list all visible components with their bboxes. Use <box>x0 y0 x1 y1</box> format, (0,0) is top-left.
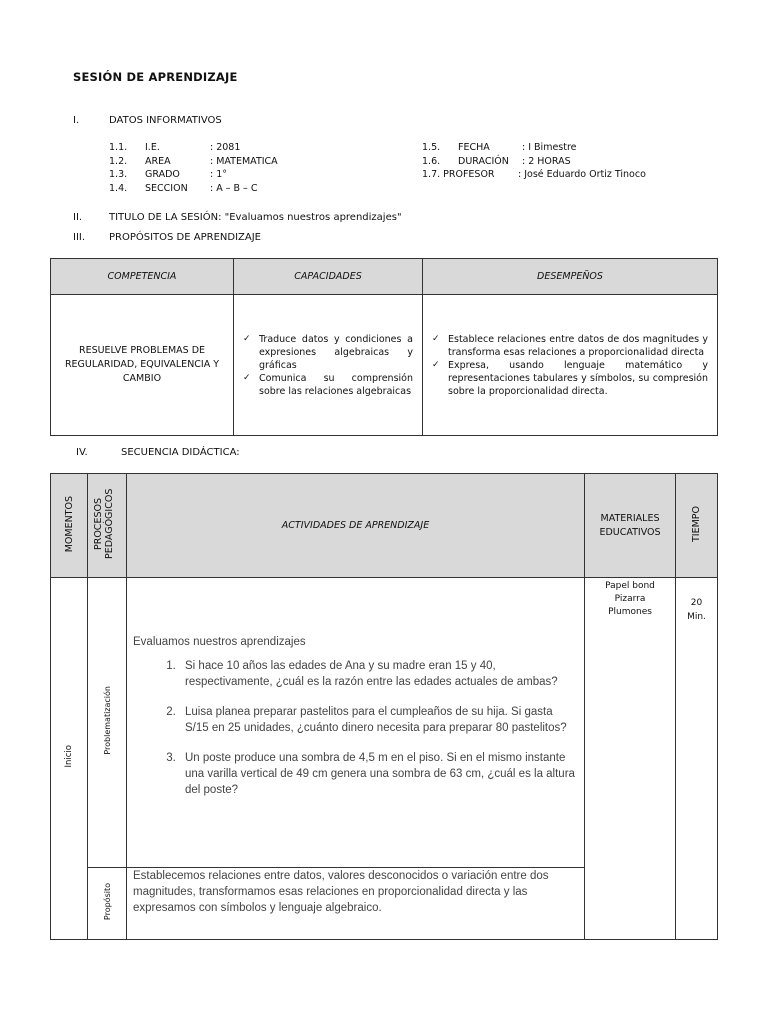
table-row <box>51 578 718 868</box>
info-key: GRADO <box>145 169 180 180</box>
section-4-label: SECUENCIA DIDÁCTICA: <box>121 447 240 458</box>
info-key: SECCION <box>145 182 188 194</box>
document-title: SESIÓN DE APRENDIZAJE <box>73 70 238 84</box>
header-tiempo-label: TIEMPO <box>691 505 702 542</box>
materiales-cell <box>585 578 676 940</box>
desempenos-cell <box>423 295 718 436</box>
proceso-label: Propósito <box>102 882 112 921</box>
competencia-cell: RESUELVE PROBLEMAS DE REGULARIDAD, EQUIVALENCIA Y CAMBIO <box>51 295 234 436</box>
section-1-number: I. <box>73 115 80 126</box>
info-value: : 2 HORAS <box>522 155 571 167</box>
info-row <box>109 155 409 169</box>
competencias-table <box>50 258 718 436</box>
info-right-block <box>422 141 722 182</box>
table-row <box>51 295 718 436</box>
info-value: : MATEMATICA <box>210 155 278 167</box>
info-key: FECHA <box>458 142 490 153</box>
info-num: 1.5. <box>422 142 441 153</box>
table-header-row <box>51 259 718 295</box>
header-desempenos: DESEMPEÑOS <box>423 259 718 295</box>
list-item: ✓ Traduce datos y condiciones a expresiones algebraicas y gráficas <box>243 333 413 372</box>
info-row <box>422 155 722 169</box>
info-num: 1.1. <box>109 142 128 153</box>
proceso-label: Problematización <box>102 686 112 755</box>
desempenos-list <box>424 333 716 398</box>
info-value: : A – B – C <box>210 182 258 194</box>
problem-item: 1. Si hace 10 años las edades de Ana y su madre eran 15 y 40, respectivamente, ¿cuál es la razón entre las edades actuales de ambas? <box>179 658 578 690</box>
material-item: Plumones <box>608 607 652 617</box>
info-num: 1.6. <box>422 155 441 167</box>
material-item: Papel bond <box>605 581 655 591</box>
problem-item: 2. Luisa planea preparar pastelitos para el cumpleaños de su hija. Si gasta S/15 en 25 unidades, ¿cuánto dinero necesita para preparar 80 pastelitos? <box>179 704 578 736</box>
info-row <box>109 182 409 196</box>
list-item: ✓ Establece relaciones entre datos de dos magnitudes y transforma esas relaciones a proporcionalidad directa <box>432 333 708 359</box>
problem-list <box>133 658 578 798</box>
header-tiempo <box>676 474 718 578</box>
table-header-row <box>51 474 718 578</box>
section-3-number: III. <box>73 232 86 243</box>
info-left-block <box>109 141 409 195</box>
info-num: 1.7. PROFESOR <box>422 169 495 180</box>
info-row <box>109 141 409 155</box>
proceso-cell <box>88 578 127 868</box>
info-value: : José Eduardo Ortiz Tinoco <box>518 169 646 180</box>
info-value: : I Bimestre <box>522 142 577 153</box>
section-4-number: IV. <box>76 447 88 458</box>
section-1-label: DATOS INFORMATIVOS <box>109 115 222 126</box>
header-procesos <box>88 474 127 578</box>
tiempo-unit: Min. <box>687 612 706 622</box>
activity-title: Evaluamos nuestros aprendizajes <box>133 636 306 648</box>
proceso-cell <box>88 868 127 940</box>
tiempo-cell <box>676 578 718 940</box>
secuencia-table <box>50 473 718 940</box>
section-2-number: II. <box>73 212 83 223</box>
info-key: AREA <box>145 155 171 167</box>
header-competencia: COMPETENCIA <box>51 259 234 295</box>
tiempo-value: 20 <box>690 598 703 608</box>
info-value: : 1° <box>210 169 228 180</box>
proposito-cell: Establecemos relaciones entre datos, valores desconocidos o variación entre dos magnitudes, transformamos esas relaciones en proporcionalidad directa y las expresamos con símbolos y lenguaje algebraico. <box>127 868 585 940</box>
header-actividades: ACTIVIDADES DE APRENDIZAJE <box>127 474 585 578</box>
capacidades-list <box>235 333 421 398</box>
list-item: ✓ Comunica su comprensión sobre las relaciones algebraicas <box>243 372 413 398</box>
momento-cell <box>51 578 88 940</box>
header-procesos-label: PROCESOS PEDAGÓGICOS <box>93 488 115 560</box>
info-key: DURACIÓN <box>458 155 509 167</box>
momento-label: Inicio <box>64 745 74 768</box>
header-momentos-label: MOMENTOS <box>63 495 75 553</box>
section-2-label: TITULO DE LA SESIÓN: "Evaluamos nuestros aprendizajes" <box>109 212 402 223</box>
info-num: 1.2. <box>109 155 128 167</box>
header-capacidades: CAPACIDADES <box>234 259 423 295</box>
problem-item: 3. Un poste produce una sombra de 4,5 m en el piso. Si en el mismo instante una varilla vertical de 49 cm genera una sombra de 63 cm, ¿cuál es la altura del poste? <box>179 750 578 798</box>
header-momentos <box>51 474 88 578</box>
section-3-label: PROPÓSITOS DE APRENDIZAJE <box>109 232 261 243</box>
info-num: 1.4. <box>109 182 128 194</box>
capacidades-cell <box>234 295 423 436</box>
activities-cell <box>127 578 585 868</box>
list-item: ✓ Expresa, usando lenguaje matemático y representaciones tabulares y símbolos, su compresión sobre la proporcionalidad directa. <box>432 359 708 398</box>
info-row <box>422 168 722 182</box>
info-row <box>109 168 409 182</box>
info-row <box>422 141 722 155</box>
info-key: I.E. <box>145 142 160 153</box>
material-item: Pizarra <box>614 594 646 604</box>
info-num: 1.3. <box>109 169 128 180</box>
info-value: : 2081 <box>210 142 241 153</box>
header-materiales: MATERIALES EDUCATIVOS <box>585 474 676 578</box>
